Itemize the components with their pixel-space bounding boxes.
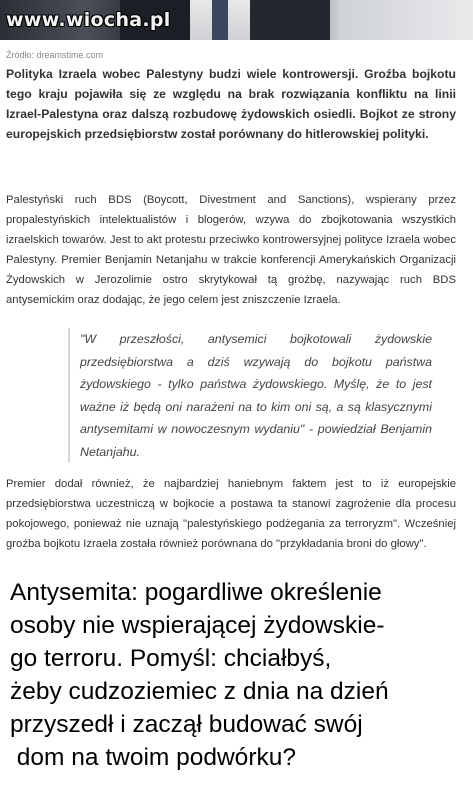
article-paragraph-1: Palestyński ruch BDS (Boycott, Divestment and Sanctions), wspierany przez propalestyńskich intelektualistów i blogerów, wzywa do zbojkotowania wszystkich izraelskich towarów. Jest to akt protestu przeciwko kontrowersyjnej polityce Izraela wobec Palestyny. Premier Benjamin Netanjahu w trakcie konferencji Amerykańskich Organizacji Żydowskich w Jerozolimie ostro skrytykował tą groźbę, nazywając ruch BDS antysemickim oraz dodając, że jego celem jest zniszczenie Izraela. <box>6 194 456 306</box>
caption-line: dom na twoim podwórku? <box>10 744 296 771</box>
image-source: Źródło: dreamstime.com <box>6 50 104 60</box>
caption-line: go terroru. Pomyśl: chciałbyś, <box>10 645 332 672</box>
caption-line: żeby cudzoziemiec z dnia na dzień <box>10 678 389 705</box>
caption-line: Antysemita: pogardliwe określenie <box>10 579 382 606</box>
site-watermark: www.wiocha.pl <box>6 9 171 31</box>
caption-text <box>10 576 465 774</box>
photo-tie <box>212 0 228 40</box>
caption-line: osoby nie wspierającej żydowskie- <box>10 612 385 639</box>
netanyahu-quote: "W przeszłości, antysemici bojkotowali żydowskie przedsiębiorstwa a dziś wzywają do bojkotu państwa żydowskiego - tylko państwa żydowskiego. Myślę, że to jest ważne iż będą oni narażeni na to kim oni są, a są klasycznymi antysemitami w nowoczesnym wydaniu" - powiedział Benjamin Netanjahu. <box>68 328 432 463</box>
article-paragraph-2: Premier dodał również, że najbardziej haniebnym faktem jest to iż europejskie przedsiębiorstwa uczestniczą w bojkocie a postawa ta stanowi zagrożenie dla procesu pokojowego, ponieważ nie uznają "palestyńskiego podżegania za terroryzm". Wcześniej groźba bojkotu Izraela została również porównana do "przykładania broni do głowy". <box>6 478 456 550</box>
article-lead: Polityka Izraela wobec Palestyny budzi wiele kontrowersji. Groźba bojkotu tego kraju pojawiła się ze względu na brak rozwiązania konfliktu na linii Izrael-Palestyna oraz dalszą rozbudowę żydowskich osiedli. Bojkot ze strony europejskich przedsiębiorstw został porównany do hitlerowskiej polityki. <box>6 67 456 141</box>
header-photo <box>0 0 473 40</box>
caption-line: przyszedł i zaczął budować swój <box>10 711 363 738</box>
photo-suit-right <box>250 0 330 40</box>
